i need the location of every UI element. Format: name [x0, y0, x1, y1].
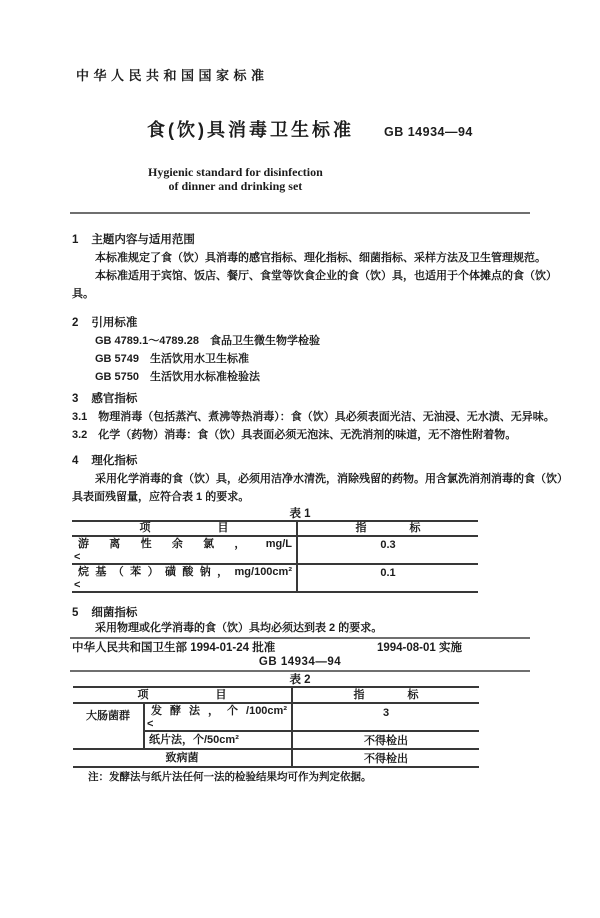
- table-2-caption: 表 2: [289, 674, 311, 686]
- column-header-item: 项 目: [73, 687, 292, 703]
- clause-number: 3.1: [72, 411, 88, 423]
- english-title: [148, 165, 323, 193]
- column-header-item: 项 目: [72, 521, 297, 536]
- method-text: 发 酵 法 ， 个 /100cm²: [151, 705, 287, 717]
- clause-text: 物理消毒（包括蒸汽、煮沸等热消毒）：食（饮）具必须表面光洁、无油浸、无水渍、无异味。: [98, 411, 555, 423]
- pathogen-cell: 致病菌: [73, 749, 292, 767]
- title-row: [147, 117, 530, 145]
- section-title: 理化指标: [91, 455, 138, 467]
- approval-strip: [70, 637, 530, 672]
- clause-text: 化学（药物）消毒：食（饮）具表面必须无泡沫、无洗消剂的味道，无不溶性附着物。: [98, 429, 517, 441]
- paragraph-line: 采用化学消毒的食（饮）具，必须用洁净水清洗，消除残留的药物。用含氯洗消剂消毒的食（饮）: [95, 473, 568, 485]
- paragraph-line: 本标准规定了食（饮）具消毒的感官指标、理化指标、细菌指标、采样方法及卫生管理规范。: [95, 252, 546, 264]
- table-row: [72, 536, 478, 564]
- section-title: 引用标准: [91, 317, 138, 329]
- table-row: [72, 521, 478, 536]
- table-row: [72, 564, 478, 592]
- section-title: 主题内容与适用范围: [91, 234, 195, 246]
- reference-item: GB 5750 生活饮用水标准检验法: [95, 371, 261, 383]
- paragraph-line: 采用物理或化学消毒的食（饮）具均必须达到表 2 的要求。: [95, 622, 383, 634]
- item-text: 游 离 性 余 氯 ， mg/L: [78, 538, 292, 550]
- standard-number: GB 14934—94: [384, 125, 473, 139]
- table-row: [73, 749, 479, 767]
- value-cell: 0.3: [297, 536, 478, 564]
- section-2-heading: [72, 314, 530, 332]
- value-cell: 3: [292, 703, 479, 731]
- header-divider-rule: [70, 212, 530, 214]
- item-cell: [72, 564, 297, 592]
- table-1-caption: 表 1: [289, 508, 311, 520]
- clause-number: 3.2: [72, 429, 88, 441]
- column-header-value: 指 标: [292, 687, 479, 703]
- value-cell: 不得检出: [292, 749, 479, 767]
- standard-number-footer: GB 14934—94: [258, 656, 342, 668]
- item-text: 烷 基 （ 苯 ） 磺 酸 钠 ， mg/100cm²: [78, 566, 292, 578]
- method-cell: [144, 703, 292, 731]
- section-title: 感官指标: [91, 393, 138, 405]
- paragraph-line: 本标准适用于宾馆、饭店、餐厅、食堂等饮食企业的食（饮）具，也适用于个体摊点的食（饮）: [95, 270, 557, 282]
- document-title: 食(饮)具消毒卫生标准: [147, 120, 354, 140]
- approval-row: [72, 641, 530, 655]
- table-2: [73, 686, 479, 768]
- item-cell: [72, 536, 297, 564]
- column-header-value: 指 标: [297, 521, 478, 536]
- method-cell: 纸片法，个/50cm²: [144, 731, 292, 749]
- section-number: 4: [72, 455, 79, 467]
- paragraph-line: 具。: [72, 288, 94, 300]
- clause-line: [72, 408, 555, 426]
- clause-line: [72, 426, 530, 444]
- approval-authority: 中华人民共和国卫生部 1994-01-24 批准: [72, 642, 276, 654]
- english-title-line1: Hygienic standard for disinfection: [148, 165, 323, 179]
- section-number: 1: [72, 234, 79, 246]
- section-5-heading: [72, 605, 530, 621]
- implementation-date: 1994-08-01 实施: [376, 642, 462, 654]
- table-2-note: 注：发酵法与纸片法任何一法的检验结果均可作为判定依据。: [88, 771, 372, 783]
- section-number: 2: [72, 317, 79, 329]
- value-cell: 0.1: [297, 564, 478, 592]
- reference-item: GB 4789.1～4789.28 食品卫生微生物学检验: [95, 335, 320, 347]
- table-row: [73, 703, 479, 731]
- section-3-heading: [72, 390, 530, 408]
- table-row: [73, 687, 479, 703]
- section-number: 5: [72, 607, 79, 619]
- less-than-symbol: <: [74, 579, 81, 591]
- table-1: [72, 520, 478, 593]
- reference-item: GB 5749 生活饮用水卫生标准: [95, 353, 250, 365]
- english-title-line2: of dinner and drinking set: [168, 179, 303, 193]
- paragraph-line: 具表面残留量，应符合表 1 的要求。: [72, 491, 250, 503]
- section-title: 细菌指标: [91, 607, 138, 619]
- group-label-cell: 大肠菌群: [73, 703, 144, 749]
- less-than-symbol: <: [74, 551, 81, 563]
- section-number: 3: [72, 393, 79, 405]
- document-page: [70, 68, 568, 784]
- less-than-symbol: <: [147, 718, 154, 730]
- value-cell: 不得检出: [292, 731, 479, 749]
- national-standard-banner: 中华人民共和国国家标准: [76, 68, 269, 83]
- section-1-heading: [72, 231, 530, 249]
- section-4-heading: [72, 452, 530, 470]
